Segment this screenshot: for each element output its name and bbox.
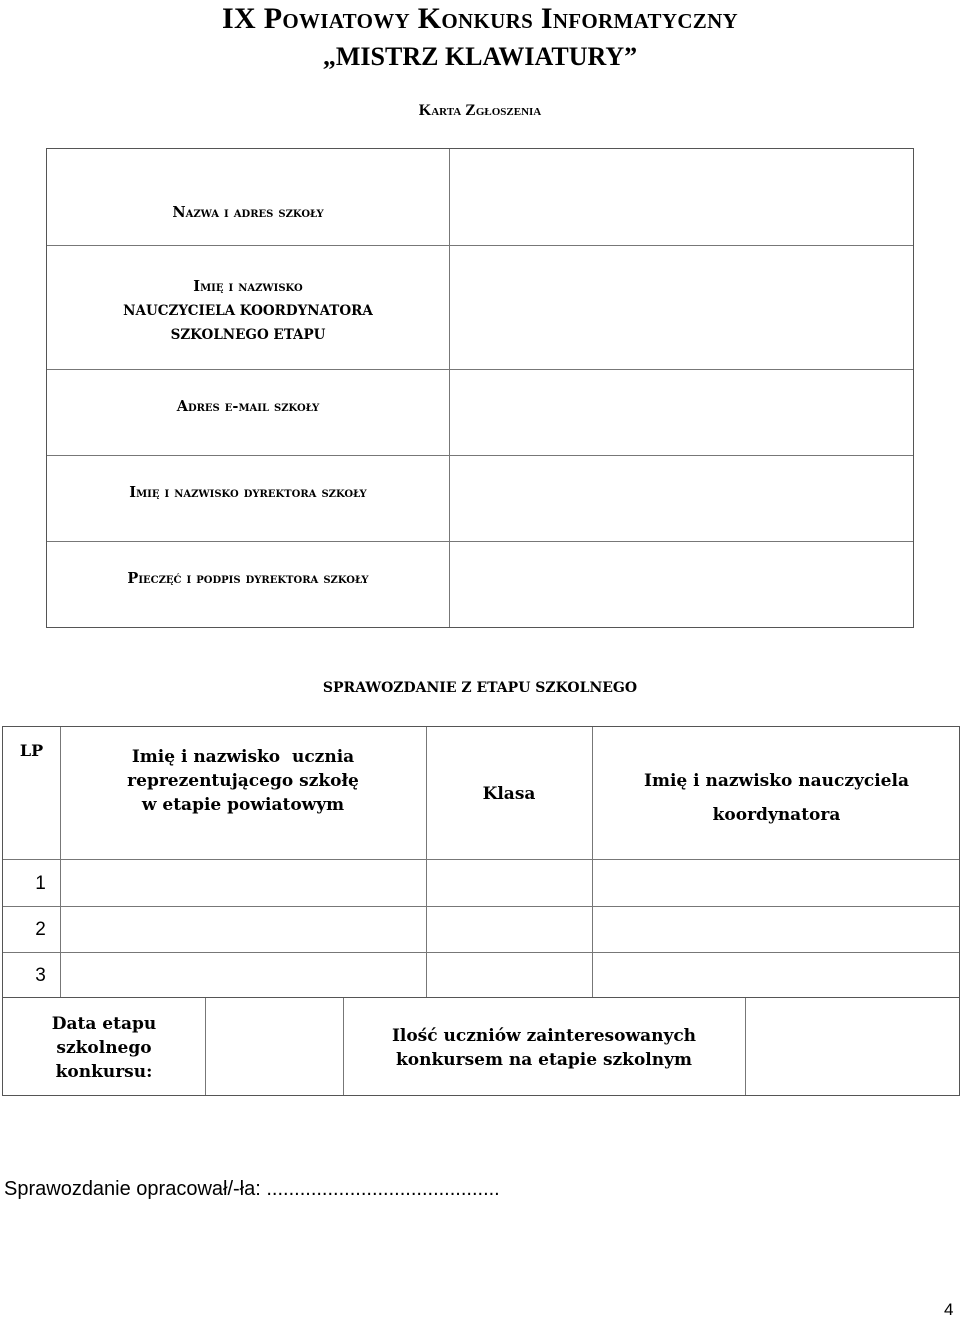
- class-header: Klasa: [482, 784, 536, 804]
- director-name-field[interactable]: [451, 457, 913, 541]
- form-title-text: Karta Zgłoszenia: [418, 102, 542, 119]
- column-divider: [205, 998, 206, 1095]
- contest-title: [0, 2, 960, 36]
- student-header-line3: w etapie powiatowym: [141, 795, 345, 815]
- coordinator-label-line3: SZKOLNEGO ETAPU: [170, 327, 326, 343]
- director-name-label: Imię i nazwisko dyrektora szkoły: [129, 484, 367, 501]
- count-field[interactable]: [747, 998, 959, 1094]
- row-number-3: 3: [35, 965, 46, 986]
- teacher-cell-1[interactable]: [594, 861, 959, 906]
- school-info-table: [46, 148, 914, 628]
- count-label: [343, 1024, 745, 1072]
- coordinator-label-line2: NAUCZYCIELA KOORDYNATORA: [123, 303, 373, 319]
- row-number-2: 2: [35, 919, 46, 940]
- date-label-line1: Data etapu: [51, 1014, 157, 1034]
- report-table: [2, 726, 960, 998]
- teacher-header-line2: koordynatora: [712, 805, 841, 825]
- date-field[interactable]: [207, 998, 343, 1094]
- date-label: [3, 1012, 205, 1084]
- coordinator-label-line1: Imię i nazwisko: [193, 278, 303, 295]
- class-cell-1[interactable]: [428, 861, 590, 906]
- teacher-cell-3[interactable]: [594, 954, 959, 997]
- count-label-line2: konkursem na etapie szkolnym: [396, 1050, 692, 1070]
- row-divider: [3, 859, 959, 860]
- row-divider: [3, 906, 959, 907]
- lp-header: LP: [19, 741, 44, 760]
- school-email-field[interactable]: [451, 371, 913, 455]
- student-cell-2[interactable]: [62, 908, 424, 952]
- class-cell-3[interactable]: [428, 954, 590, 997]
- teacher-cell-2[interactable]: [594, 908, 959, 952]
- report-title: SPRAWOZDANIE Z ETAPU SZKOLNEGO: [322, 680, 638, 696]
- director-stamp-label: Pieczęć i podpis dyrektora szkoły: [127, 570, 369, 587]
- page-number: 4: [944, 1300, 954, 1319]
- student-header-line1: Imię i nazwisko ucznia: [131, 747, 355, 767]
- summary-table: [2, 998, 960, 1096]
- school-name-label: Nazwa i adres szkoły: [172, 204, 324, 221]
- teacher-header: [592, 764, 960, 832]
- coordinator-label: [47, 275, 449, 347]
- school-name-field[interactable]: [451, 149, 913, 245]
- column-divider: [426, 727, 427, 997]
- prepared-by-line: Sprawozdanie opracował/-ła: ..........................................: [4, 1178, 500, 1200]
- date-label-line3: konkursu:: [55, 1062, 153, 1082]
- school-email-label-text: Adres e-mail szkoły: [176, 398, 320, 415]
- row-number-1: 1: [35, 873, 46, 894]
- contest-subtitle: „MISTRZ KLAWIATURY”: [322, 42, 638, 71]
- row-divider: [3, 952, 959, 953]
- row-divider: [47, 455, 913, 456]
- coordinator-field[interactable]: [451, 247, 913, 369]
- school-email-label: [47, 395, 449, 419]
- student-header-line2: reprezentującego szkołę: [127, 771, 359, 791]
- column-divider: [449, 149, 450, 627]
- student-cell-1[interactable]: [62, 861, 424, 906]
- student-header: [60, 745, 426, 817]
- row-divider: [47, 245, 913, 246]
- contest-title-text: IX Powiatowy Konkurs Informatyczny: [221, 2, 739, 35]
- date-label-line2: szkolnego: [56, 1038, 152, 1058]
- form-title: [0, 102, 960, 120]
- column-divider: [745, 998, 746, 1095]
- row-divider: [47, 541, 913, 542]
- director-stamp-field[interactable]: [451, 543, 913, 627]
- student-cell-3[interactable]: [62, 954, 424, 997]
- class-cell-2[interactable]: [428, 908, 590, 952]
- row-divider: [47, 369, 913, 370]
- count-label-line1: Ilość uczniów zainteresowanych: [391, 1026, 697, 1046]
- teacher-header-line1: Imię i nazwisko nauczyciela: [644, 771, 909, 791]
